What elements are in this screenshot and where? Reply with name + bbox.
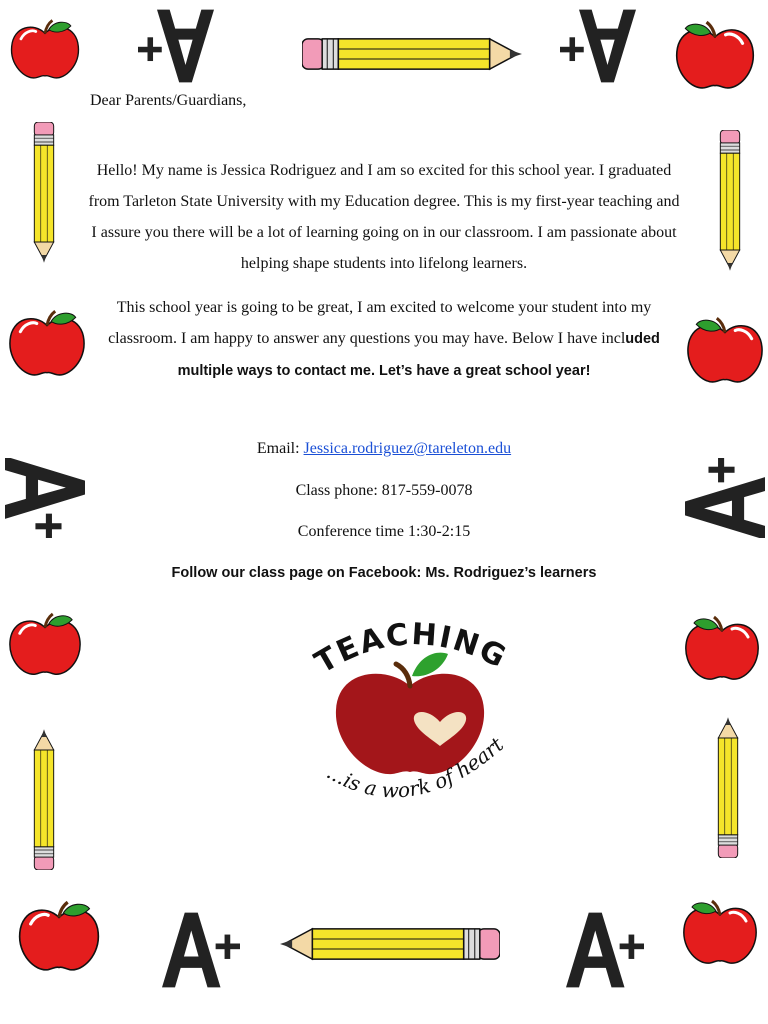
intro-paragraph: Hello! My name is Jessica Rodriguez and I am so excited for this school year. I graduated from Tarleton State University with my Education degree. This is my first-year teaching and I assure you there will be a lot of learning going on in our classroom. I am passionate about helping shape students into lifelong learners. (88, 162, 680, 272)
email-label: Email: (256, 440, 304, 457)
salutation: Dear Parents/Guardians, (90, 92, 247, 109)
welcome-paragraph-bold: uded multiple ways to contact me. Let’s have a great school year! (177, 331, 660, 379)
welcome-paragraph (88, 292, 680, 387)
conference-time: Conference time 1:30-2:15 (297, 523, 471, 540)
class-phone: Class phone: 817-559-0078 (295, 482, 473, 499)
svg-text:TEACHING (309, 617, 513, 681)
welcome-paragraph-text: This school year is going to be great, I am excited to welcome your student into my classroom. I am happy to answer any questions you may have. Below I have incl (108, 299, 652, 347)
logo-top-text: TEACHING (309, 616, 513, 681)
email-line (0, 440, 768, 458)
facebook-line: Follow our class page on Facebook: Ms. Rodriguez’s learners (171, 565, 597, 581)
teaching-logo (288, 614, 532, 814)
email-link[interactable]: Jessica.rodriguez@tareleton.edu (303, 440, 512, 457)
logo-bottom-text: ...is a work of heart (322, 732, 509, 803)
logo-apple-icon (336, 653, 484, 774)
